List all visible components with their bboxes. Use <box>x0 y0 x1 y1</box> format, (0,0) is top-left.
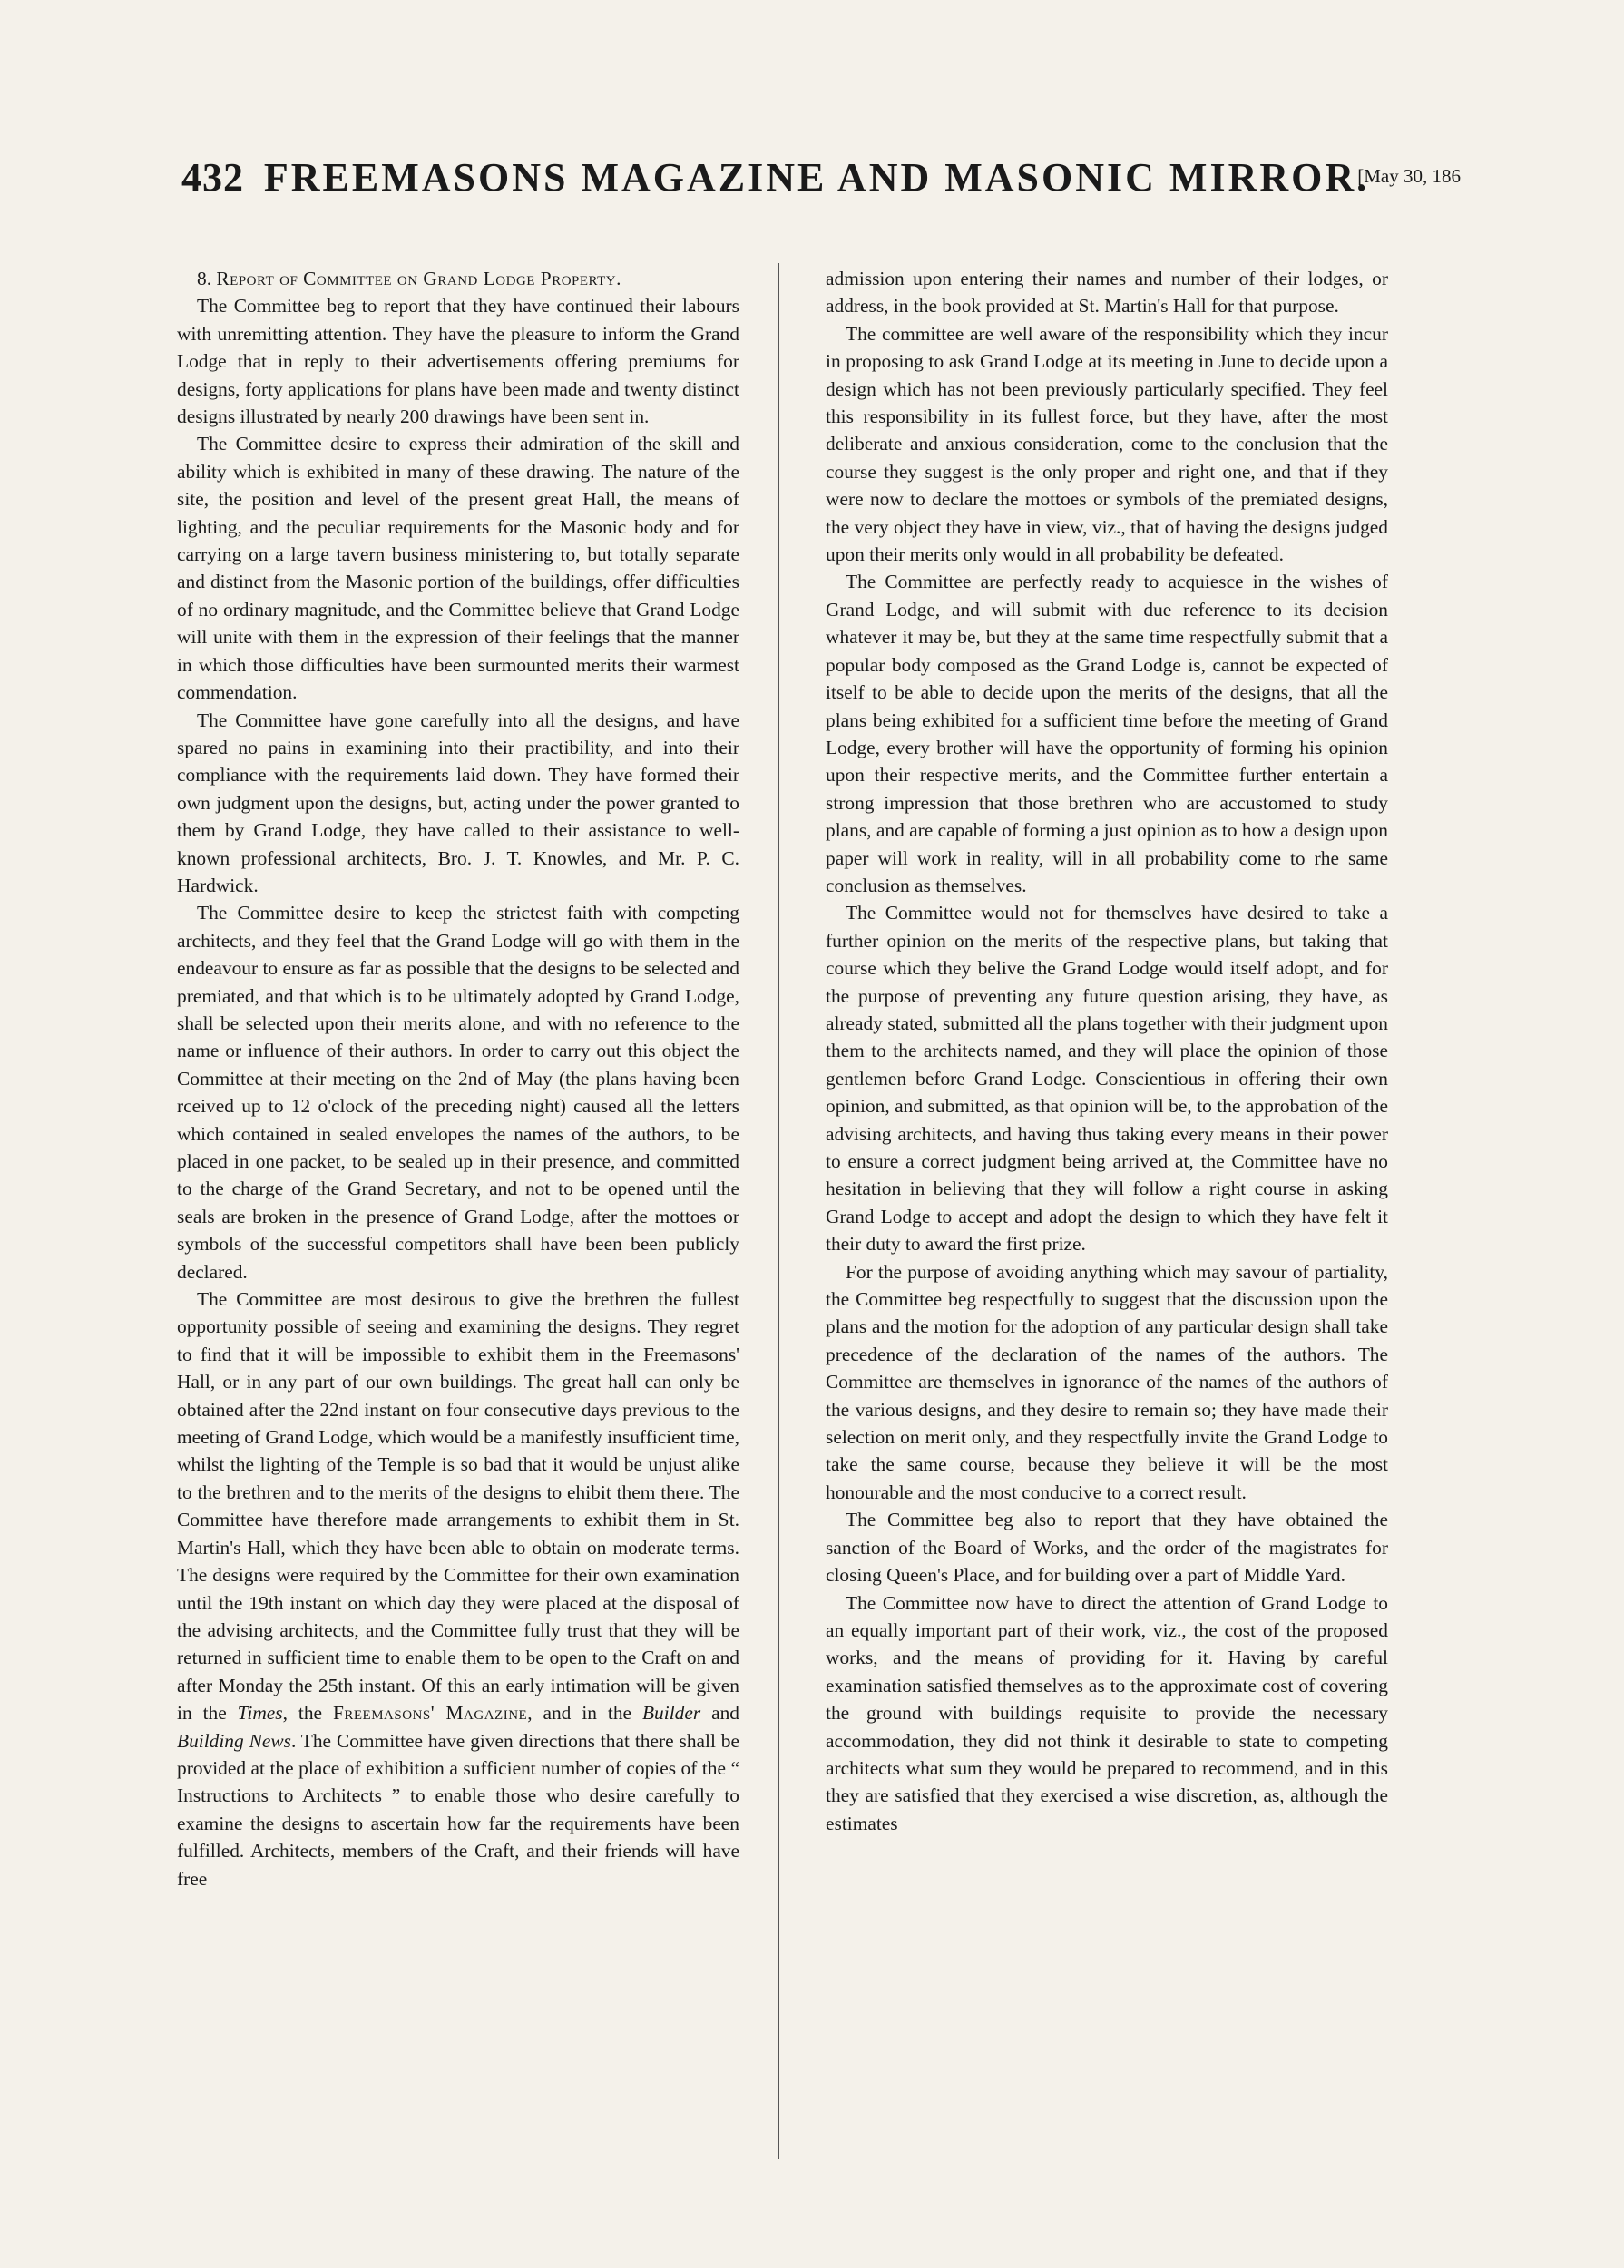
publication-name: Freemasons' Magazine <box>332 1702 528 1725</box>
paragraph: For the purpose of avoiding anything which may savour of partiality, the Committee beg respectfully to suggest that the discussion upon the plans and the motion for the adoption of any particular design shall take precedence of the declaration of the names of the authors. The Committee are themselves in ignorance of the names of the authors of the various designs, and they desire to remain so; they have made their selection on merit only, and they respectfully invite the Grand Lodge to take the same course, because they believe it will be the most honourable and the most conducive to a correct result. <box>826 1260 1388 1503</box>
left-column <box>177 265 739 2152</box>
paragraph <box>177 1286 739 1892</box>
paragraph: The Committee desire to keep the strictest faith with competing architects, and they feel that the Grand Lodge will go with them in the endeavour to ensure as far as possible that the designs to be selected and premiated, and that which is to be ultimately adopted by Grand Lodge, shall be selected upon their merits alone, and with no reference to the name or influence of their authors. In order to carry out this object the Committee at their meeting on the 2nd of May (the plans having been rceived up to 12 o'clock of the preceding night) caused all the letters which contained in sealed envelopes the names of the authors, to be placed in one packet, to be sealed up in their presence, and committed to the charge of the Grand Secretary, and not to be opened until the seals are broken in the presence of Grand Lodge, after the mottoes or symbols of the successful competitors shall have been been publicly declared. <box>177 902 739 1283</box>
section-number: 8. <box>197 268 212 289</box>
paragraph-text: , and in the <box>527 1702 632 1725</box>
paragraph: The Committee have gone carefully into all the designs, and have spared no pains in examining into their practibility, and into their compliance with the requirements laid down. They have formed their own judgment upon the designs, but, acting under the power granted to them by Grand Lodge, they have called to their assistance to well-known professional architects, Bro. J. T. Knowles, and Mr. P. C. Hardwick. <box>177 709 739 896</box>
paragraph-continued: admission upon entering their names and number of their lodges, or address, in the book provided at St. Martin's Hall for that purpose. <box>826 268 1388 318</box>
paragraph: The Committee beg to report that they have continued their labours with unremitting attention. They have the pleasure to inform the Grand Lodge that in reply to their advertisements offering premiums for designs, forty applications for plans have been made and twenty distinct designs illustrated by nearly 200 drawings have been sent in. <box>177 295 739 428</box>
issue-date: [May 30, 186 <box>1357 165 1461 187</box>
paragraph: The Committee would not for themselves have desired to take a further opinion on the merits of the respective plans, but taking that course which they belive the Grand Lodge would itself adopt, and for the purpose of preventing any future question arising, they have, as already stated, submitted all the plans together with their judgment upon them to the architects named, and they will place the opinion of those gentlemen before Grand Lodge. Conscientious in offering their own opinion, and submitted, as that opinion will be, to the approbation of the advising architects, and having thus taking every means in their power to ensure a correct judgment being arrived at, the Committee have no hesitation in believing that they will follow a right course in asking Grand Lodge to accept and adopt the design to which they have felt it their duty to award the first prize. <box>826 902 1388 1256</box>
column-divider <box>778 263 779 2159</box>
publication-name: Building News <box>177 1729 291 1752</box>
page-header <box>181 154 1461 209</box>
publication-title: FREEMASONS MAGAZINE AND MASONIC MIRROR. <box>263 155 1370 200</box>
paragraph: The Committee desire to express their admiration of the skill and ability which is exhibited in many of these drawing. The nature of the site, the position and level of the present great Hall, the means of lighting, and the peculiar requirements for the Masonic body and for carrying on a large tavern business ministering to, but totally separate and distinct from the Masonic portion of the buildings, offer difficulties of no ordinary magnitude, and the Committee believe that Grand Lodge will unite with them in the expression of their feelings that the manner in which those difficulties have been surmounted merits their warmest commendation. <box>177 433 739 704</box>
paragraph: The Committee are perfectly ready to acquiesce in the wishes of Grand Lodge, and will submit with due reference to its decision whatever it may be, but they at the same time respectfully submit that a popular body composed as the Grand Lodge is, cannot be expected of itself to be able to decide upon the merits of the designs, that all the plans being exhibited for a sufficient time before the meeting of Grand Lodge, every brother will have the opportunity of forming his opinion upon their respective merits, and the Committee further entertain a strong impression that those brethren who are accustomed to study plans, and are capable of forming a just opinion as to how a design upon paper will work in reality, will in all probability come to rhe same conclusion as themselves. <box>826 571 1388 896</box>
paragraph-text: The Committee are most desirous to give the brethren the fullest opportunity possible of seeing and examining the designs. They regret to find that it will be impossible to exhibit them in the Freemasons' Hall, or in any part of our own buildings. The great hall can only be obtained after the 22nd instant on four consecutive days previous to the meeting of Grand Lodge, which would be a manifestly insufficient time, whilst the lighting of the Temple is so bad that it would be unjust alike to the brethren and to the merits of the designs to ehibit them there. The Committee have therefore made arrangements to exhibit them in St. Martin's Hall, which they have been able to obtain on moderate terms. The designs were required by the Committee for their own examination until the 19th instant on which day they were placed at the disposal of the advising architects, and the Committee fully trust that they will be returned in sufficient time to enable them to be open to the Craft on and after Monday the 25th instant. Of this an early intimation will be given in the <box>177 1288 739 1725</box>
paragraph: The Committee beg also to report that they have obtained the sanction of the Board of Works, and the order of the magistrates for closing Queen's Place, and for building over a part of Middle Yard. <box>826 1509 1388 1587</box>
paragraph: The Committee now have to direct the attention of Grand Lodge to an equally important part of their work, viz., the cost of the proposed works, and the means of providing for it. Having by careful examination satisfied themselves as to the approximate cost of covering the ground with buildings requisite to provide the necessary accommodation, they did not think it desirable to state to competing architects what sum they would be prepared to recommend, and in this they are satisfied that they exercised a wise discretion, as, although the estimates <box>826 1591 1388 1834</box>
publication-name: Builder <box>641 1702 701 1725</box>
paragraph-text: . The Committee have given directions that there shall be provided at the place of exhibition a sufficient number of copies of the “ Instructions to Architects ” to enable those who desire carefully to examine the designs to ascertain how far the requirements have been fulfilled. Architects, members of the Craft, and their friends will have free <box>177 1729 739 1890</box>
paragraph-text: , the <box>282 1702 323 1725</box>
publication-name: Times <box>237 1702 283 1725</box>
page-number: 432 <box>181 155 244 200</box>
paragraph-text: and <box>711 1702 739 1725</box>
section-heading <box>177 265 739 292</box>
paragraph: The committee are well aware of the responsibility which they incur in proposing to ask Grand Lodge at its meeting in June to decide upon a design which has not been previously particularly specified. They feel this responsibility in its fullest force, but they have, after the most deliberate and anxious consideration, come to the conclusion that the course they suggest is the only proper and right one, and that if they were now to declare the mottoes or symbols of the premiated designs, the very object they have in view, viz., that of having the designs judged upon their merits only would in all probability be defeated. <box>826 322 1388 566</box>
right-column <box>826 265 1388 2152</box>
section-title: Report of Committee on Grand Lodge Property. <box>216 268 621 289</box>
